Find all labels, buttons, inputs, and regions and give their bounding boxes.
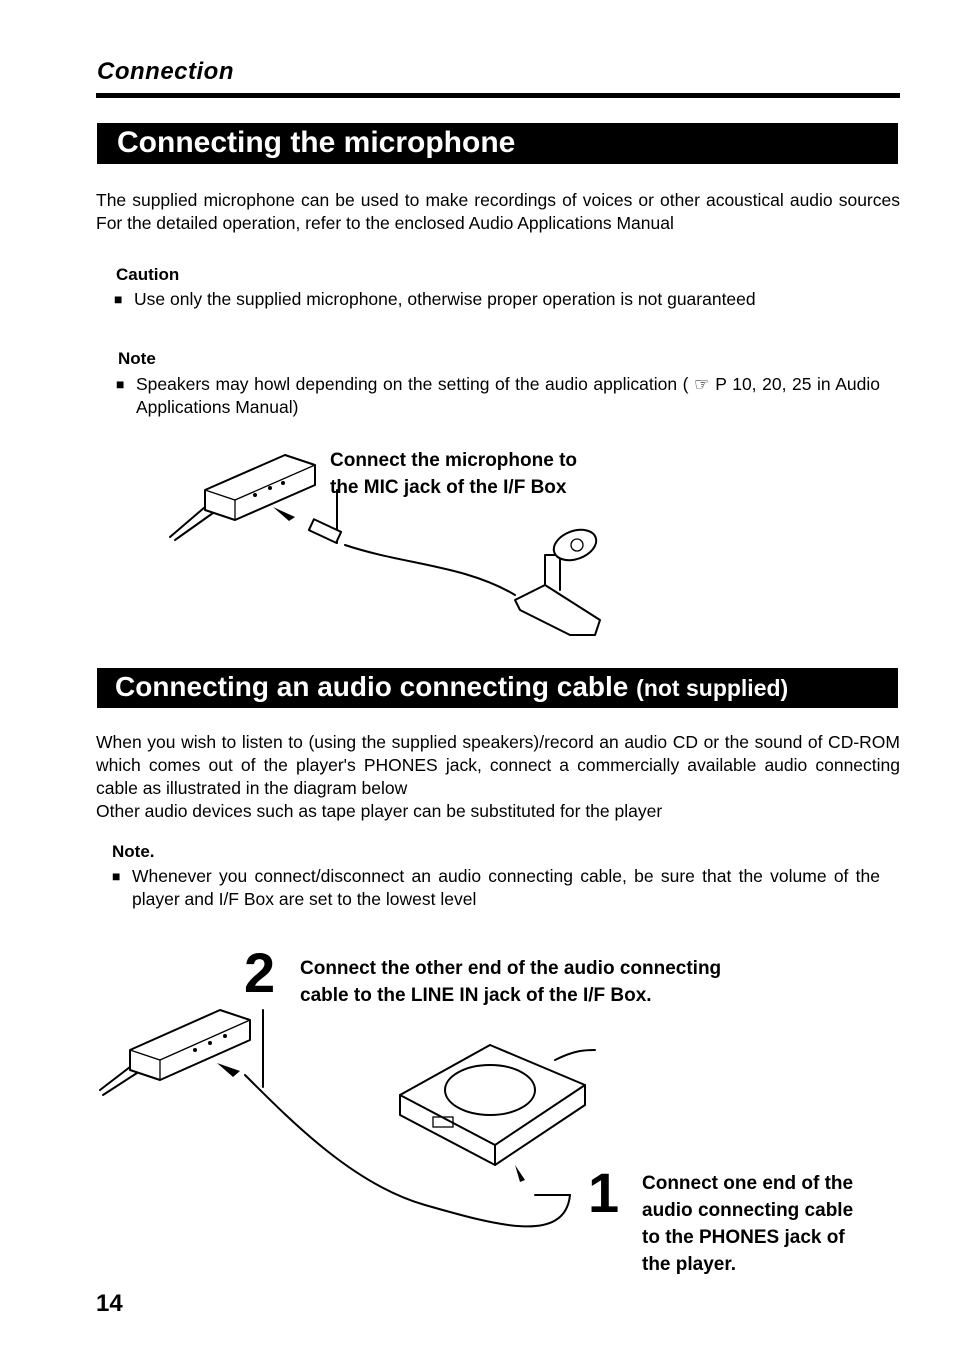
- if-box-drawing-2: [100, 1010, 250, 1095]
- section2-note-text: Whenever you connect/disconnect an audio connecting cable, be sure that the volume of the player and I/F Box are set to the lowest level: [132, 866, 880, 909]
- step1-caption: [642, 1170, 853, 1278]
- section2-note-bullet: [112, 865, 880, 911]
- square-bullet-icon: ■: [116, 376, 125, 392]
- step1-line4: the player.: [642, 1254, 736, 1275]
- note-heading: Note: [118, 349, 156, 368]
- step2-number: 2: [244, 941, 276, 1004]
- cd-player-drawing: [400, 1045, 595, 1165]
- step2-caption: [300, 955, 721, 1009]
- page-number: 14: [96, 1290, 123, 1317]
- caution-bullet: [114, 288, 884, 311]
- section2-intro: [96, 731, 900, 823]
- note-text: Speakers may howl depending on the setting of the audio application ( ☞ P 10, 20, 25 in Audio Applications Manual): [136, 374, 880, 417]
- arrow-icon: [515, 1165, 525, 1182]
- step2-line1: Connect the other end of the audio connecting: [300, 958, 722, 979]
- caution-heading: Caution: [116, 265, 180, 284]
- arrow-icon: [217, 1063, 240, 1077]
- section2-intro-text2: Other audio devices such as tape player can be substituted for the player: [96, 801, 663, 821]
- step1-line3: to the PHONES jack of: [642, 1227, 845, 1248]
- step1-line2: audio connecting cable: [642, 1200, 854, 1221]
- step1-number: 1: [588, 1161, 620, 1224]
- section2-intro-text: When you wish to listen to (using the supplied speakers)/record an audio CD or the sound of CD-ROM which comes out of the player's PHONES jack, connect a commercially available audio connecting cable as illustrated in the diagram below: [96, 732, 900, 798]
- section-label: Connection: [97, 58, 234, 85]
- mic-caption-line2: the MIC jack of the I/F Box: [330, 477, 567, 498]
- step1-line1: Connect one end of the: [642, 1173, 854, 1194]
- note-bullet: [116, 373, 880, 419]
- square-bullet-icon: ■: [112, 868, 121, 884]
- mic-caption-line1: Connect the microphone to: [330, 450, 577, 471]
- mic-caption: [330, 447, 577, 501]
- section2-title: Connecting an audio connecting cable: [115, 671, 629, 702]
- section1-title-banner: [97, 123, 898, 164]
- step2-line2: cable to the LINE IN jack of the I/F Box.: [300, 985, 652, 1006]
- if-box-drawing: [170, 455, 315, 540]
- section2-title-suffix: (not supplied): [636, 675, 789, 701]
- section2-note-heading: Note.: [112, 842, 155, 861]
- caution-text: Use only the supplied microphone, otherwise proper operation is not guaranteed: [134, 289, 756, 309]
- section2-title-banner: [97, 668, 898, 708]
- section1-title: Connecting the microphone: [117, 126, 516, 159]
- header-rule: [96, 93, 900, 98]
- arrow-icon: [273, 507, 295, 521]
- audio-cable-diagram: [95, 1005, 625, 1255]
- section1-intro: The supplied microphone can be used to make recordings of voices or other acoustical audio sources For the detailed operation, refer to the enclosed Audio Applications Manual: [96, 190, 900, 233]
- square-bullet-icon: ■: [114, 291, 123, 307]
